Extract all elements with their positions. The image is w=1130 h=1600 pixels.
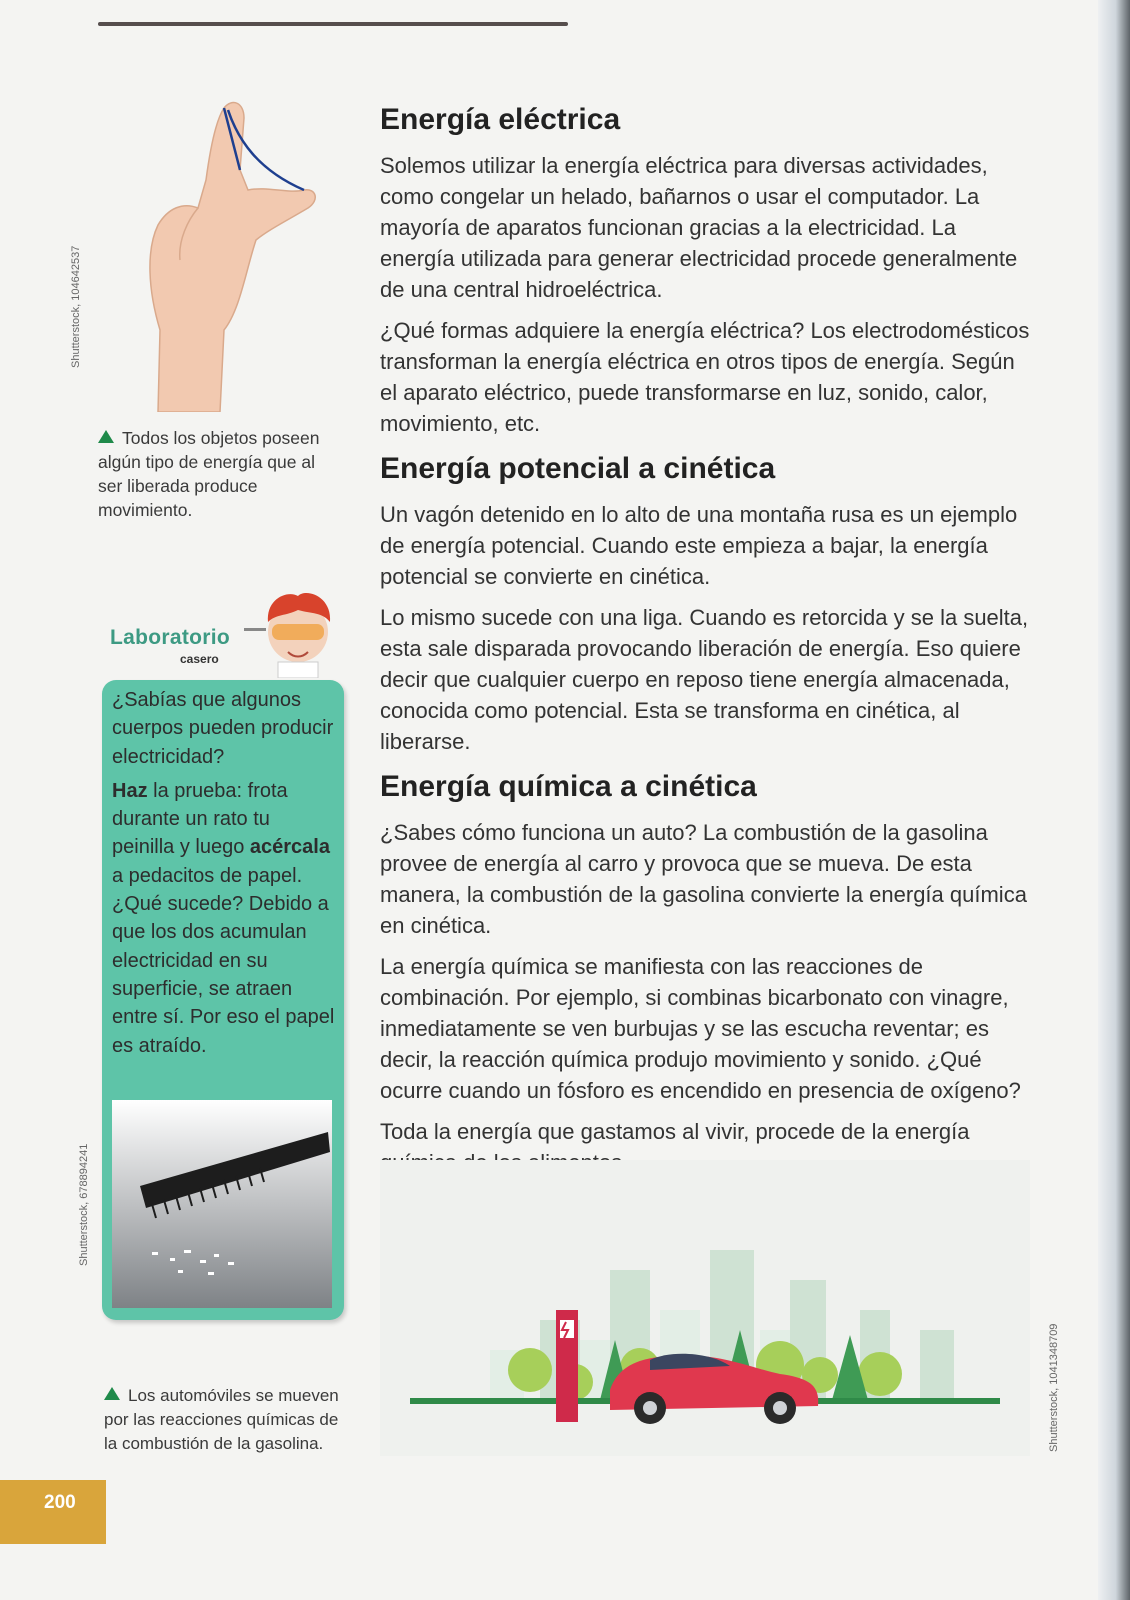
heading-energia-potencial: Energía potencial a cinética bbox=[380, 452, 776, 485]
lab-question: ¿Sabías que algunos cuerpos pueden producir electricidad? bbox=[112, 689, 334, 768]
hand-caption: Todos los objetos poseen algún tipo de energía que al ser liberada produce movimiento. bbox=[98, 428, 320, 520]
comb-photo-credit: Shutterstock, 678894241 bbox=[78, 1143, 90, 1266]
hand-photo-credit: Shutterstock, 104642537 bbox=[70, 245, 82, 368]
caption-triangle-icon bbox=[98, 430, 114, 443]
paragraph: ¿Sabes cómo funciona un auto? La combustión de la gasolina provee de energía al carro y provoca que se mueva. De esta manera, la combustión de la gasolina convierte la energía química en cinética. bbox=[380, 820, 1027, 938]
lab-text bbox=[112, 686, 337, 1066]
caption-triangle-icon bbox=[104, 1387, 120, 1400]
page-binding-shadow bbox=[1098, 0, 1130, 1600]
page-top-rule bbox=[98, 22, 568, 26]
comb-paper-photo bbox=[112, 1100, 332, 1308]
heading-energia-quimica: Energía química a cinética bbox=[380, 770, 757, 803]
page-number: 200 bbox=[44, 1492, 76, 1513]
paragraph: Lo mismo sucede con una liga. Cuando es retorcida y se la suelta, esta sale disparada provocando liberación de energía. Eso quiere decir que cualquier cuerpo en reposo tiene energía almacenada, conocida como potencial. Esta se transforma en cinética, al liberarse. bbox=[380, 605, 1029, 754]
city-photo-credit: Shutterstock, 1041348709 bbox=[1048, 1323, 1060, 1452]
lab-title: Laboratorio bbox=[110, 626, 230, 649]
paragraph: ¿Qué formas adquiere la energía eléctrica? Los electrodomésticos transforman la energía eléctrica en otros tipos de energía. Según el aparato eléctrico, puede transformarse en luz, sonido, calor, movimiento, etc. bbox=[380, 318, 1030, 436]
paragraph: La energía química se manifiesta con las reacciones de combinación. Por ejemplo, si combinas bicarbonato con vinagre, inmediatamente se ven burbujas y se las escucha reventar; es decir, la reacción química produjo movimiento y sonido. ¿Qué ocurre cuando un fósforo es encendido en presencia de oxígeno? bbox=[380, 954, 1021, 1103]
lab-instructions: Haz la prueba: frota durante un rato tu peinilla y luego acércala a pedacitos de papel. ¿Qué sucede? Debido a que los dos acumulan electricidad en su superficie, se atraen entre sí. Por eso el papel es atraído. bbox=[112, 779, 335, 1057]
lab-subtitle: casero bbox=[180, 652, 219, 666]
paragraph: Toda la energía que gastamos al vivir, procede de la energía bbox=[380, 1119, 970, 1144]
paragraph: Un vagón detenido en lo alto de una montaña rusa es un ejemplo de energía potencial. Cuando este empieza a bajar, la energía potencial se convierte en cinética. bbox=[380, 502, 1018, 589]
paragraph: Solemos utilizar la energía eléctrica para diversas actividades, como congelar un helado, bañarnos o usar el computador. La mayoría de aparatos funcionan gracias a la electricidad. La energía utilizada para generar electricidad procede generalmente de una central hidroeléctrica. bbox=[380, 153, 1018, 302]
scientist-mascot-icon bbox=[240, 588, 340, 678]
car-caption: Los automóviles se mueven por las reacciones químicas de la combustión de la gasolina. bbox=[104, 1386, 339, 1453]
main-column bbox=[380, 100, 1030, 1188]
heading-energia-electrica: Energía eléctrica bbox=[380, 103, 621, 136]
hand-rubber-band-photo bbox=[128, 90, 348, 412]
electric-car-city-illustration bbox=[380, 1160, 1030, 1456]
